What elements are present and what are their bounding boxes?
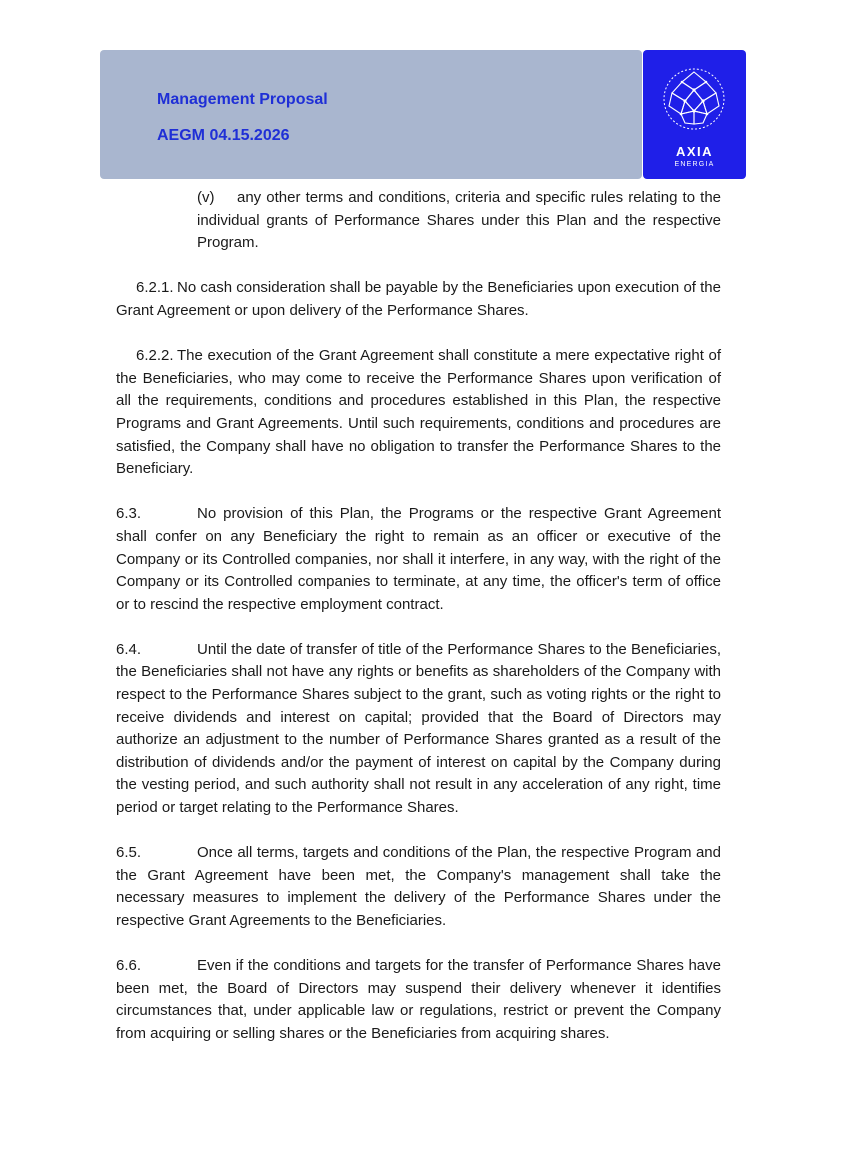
item-number: 6.3. bbox=[116, 505, 142, 523]
item-text: Until the date of transfer of title of the Performance Shares to the Beneficiaries, the Beneficiaries shall not have any rights or benefits as shareholders of the Company with respect to the Performance Shares subject to the grant, such as voting rights or the right to receive dividends and interest on capital; provided that the Board of Directors may authorize an adjustment to the number of Performance Shares granted as a result of the distribution of dividends and/or the payment of interest on capital by the Company during the vesting period, and such authority shall not result in any acceleration of any right, time period or target relating to the Performance Shares. bbox=[116, 640, 721, 817]
item-number: 6.5. bbox=[116, 844, 142, 862]
list-item bbox=[116, 503, 721, 616]
meeting-date: AEGM 04.15.2026 bbox=[157, 127, 290, 144]
logo-subtitle: ENERGIA bbox=[674, 161, 715, 168]
document-body bbox=[116, 187, 721, 1068]
item-number: 6.6. bbox=[116, 957, 142, 975]
item-text: No provision of this Plan, the Programs or the respective Grant Agreement shall confer on any Beneficiary the right to remain as an officer or executive of the Company or its Controlled companies, nor shall it interfere, in any way, with the right of the Company or its Controlled companies to terminate, at any time, the officer's term of office or to rescind the respective employment contract. bbox=[116, 505, 721, 613]
list-item bbox=[116, 955, 721, 1045]
logo-name: AXIA bbox=[675, 144, 714, 159]
item-number: 6.2.1. bbox=[136, 279, 174, 297]
item-number: (v) bbox=[197, 189, 215, 206]
globe-logo-icon bbox=[661, 66, 727, 132]
header-band bbox=[100, 50, 642, 179]
item-text: No cash consideration shall be payable by the Beneficiaries upon execution of the Grant Agreement or upon delivery of the Performance Shares. bbox=[116, 279, 721, 319]
item-text: Once all terms, targets and conditions of the Plan, the respective Program and the Grant Agreement have been met, the Company's management shall take the necessary measures to implement the delivery of the Performance Shares under the respective Grant Agreements to the Beneficiaries. bbox=[116, 844, 721, 929]
item-text: any other terms and conditions, criteria and specific rules relating to the individual grants of Performance Shares under this Plan and the respective Program. bbox=[197, 189, 721, 252]
list-item bbox=[197, 187, 721, 255]
list-item bbox=[116, 639, 721, 820]
company-logo bbox=[643, 50, 746, 179]
item-text: The execution of the Grant Agreement shall constitute a mere expectative right of the Beneficiaries, who may come to receive the Performance Shares upon verification of all the requirements, conditions and procedures established in this Plan, the respective Programs and Grant Agreements. Until such requirements, conditions and procedures are satisfied, the Company shall have no obligation to transfer the Performance Shares to the Beneficiary. bbox=[116, 347, 721, 478]
item-text: Even if the conditions and targets for the transfer of Performance Shares have been met, the Board of Directors may suspend their delivery whenever it identifies circumstances that, under applicable law or regulations, restrict or prevent the Company from acquiring or selling shares or the Beneficiaries from acquiring shares. bbox=[116, 957, 721, 1042]
list-item bbox=[116, 345, 721, 481]
list-item bbox=[116, 842, 721, 932]
item-number: 6.2.2. bbox=[136, 347, 174, 365]
list-item bbox=[116, 277, 721, 322]
item-number: 6.4. bbox=[116, 640, 142, 658]
document-title: Management Proposal bbox=[157, 91, 328, 108]
